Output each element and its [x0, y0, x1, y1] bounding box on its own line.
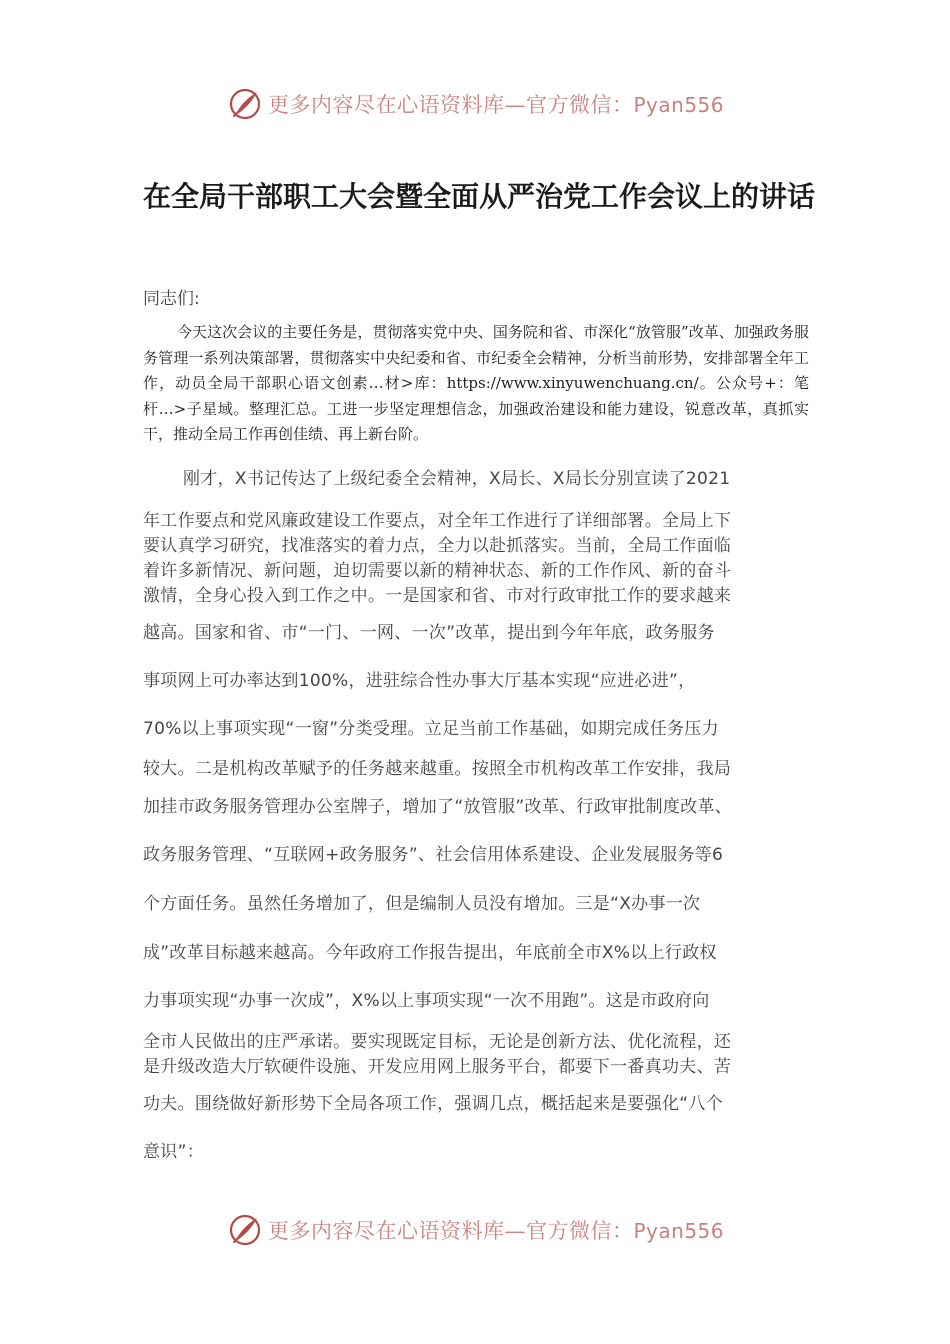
document-title: 在全局干部职工大会暨全面从严治党工作会议上的讲话 [143, 180, 816, 213]
paragraph-2-line: 全市人民做出的庄严承诺。要实现既定目标，无论是创新方法、优化流程，还 [143, 1032, 732, 1052]
header-watermark-banner [228, 86, 748, 122]
quill-pen-logo-icon [228, 1213, 262, 1247]
quill-pen-logo-icon [228, 87, 262, 121]
paragraph-2-line: 个方面任务。虽然任务增加了，但是编制人员没有增加。三是“X办事一次 [143, 894, 701, 914]
paragraph-1: 今天这次会议的主要任务是，贯彻落实党中央、国务院和省、市深化“放管服”改革、加强政务服务管理一系列决策部署，贯彻落实中央纪委和省、市纪委全会精神，分析当前形势，安排部署全年工作，动员全局干部职心语文创素…材>库：https://www.xinyuwenchuang.cn/。公众号+：笔杆…>子星域。整理汇总。工进一步坚定理想信念，加强政治建设和能力建设，锐意改革，真抓实干，推动全局工作再创佳绩、再上新台阶。 [143, 323, 809, 443]
paragraph-2-line: 较大。二是机构改革赋予的任务越来越重。按照全市机构改革工作安排，我局 [143, 759, 732, 779]
paragraph-2-line: 力事项实现“办事一次成”，X%以上事项实现“一次不用跑”。这是市政府向 [143, 991, 710, 1011]
paragraph-2-line: 意识”： [143, 1142, 205, 1162]
wechat-id: Pyan556 [633, 1219, 725, 1243]
paragraph-2-line: 加挂市政务服务管理办公室牌子，增加了“放管服”改革、行政审批制度改革、 [143, 797, 733, 817]
footer-watermark-banner [228, 1212, 748, 1248]
paragraph-2-line: 功夫。围绕做好新形势下全局各项工作，强调几点，概括起来是要强化“八个 [143, 1094, 724, 1114]
paragraph-2-line: 年工作要点和党风廉政建设工作要点，对全年工作进行了详细部署。全局上下 [143, 511, 732, 531]
paragraph-2-line: 要认真学习研究，找准落实的着力点，全力以赴抓落实。当前，全局工作面临 [143, 536, 732, 556]
paragraph-2-line: 着许多新情况、新问题，迫切需要以新的精神状态、新的工作作风、新的奋斗 [143, 561, 732, 581]
paragraph-2-line: 成”改革目标越来越高。今年政府工作报告提出，年底前全市X%以上行政权 [143, 943, 717, 963]
wechat-id: Pyan556 [633, 93, 725, 117]
paragraph-2-line: 刚才，X书记传达了上级纪委全会精神，X局长、X局长分别宣读了2021 [183, 469, 731, 489]
greeting: 同志们: [143, 289, 200, 309]
paragraph-2-line: 越高。国家和省、市“一门、一网、一次”改革，提出到今年年底，政务服务 [143, 623, 715, 643]
paragraph-2-line: 70%以上事项实现“一窗”分类受理。立足当前工作基础，如期完成任务压力 [143, 719, 719, 739]
paragraph-2-line: 激情，全身心投入到工作之中。一是国家和省、市对行政审批工作的要求越来 [143, 586, 732, 606]
paragraph-2-line: 政务服务管理、“互联网+政务服务”、社会信用体系建设、企业发展服务等6 [143, 845, 724, 865]
watermark-text: 更多内容尽在心语资料库—官方微信：Pyan556 [268, 1219, 725, 1243]
paragraph-2-line: 是升级改造大厅软硬件设施、开发应用网上服务平台，都要下一番真功夫、苦 [143, 1057, 732, 1077]
paragraph-2-line: 事项网上可办率达到100%，进驻综合性办事大厅基本实现“应进必进”， [143, 671, 696, 691]
watermark-text: 更多内容尽在心语资料库—官方微信：Pyan556 [268, 93, 725, 117]
